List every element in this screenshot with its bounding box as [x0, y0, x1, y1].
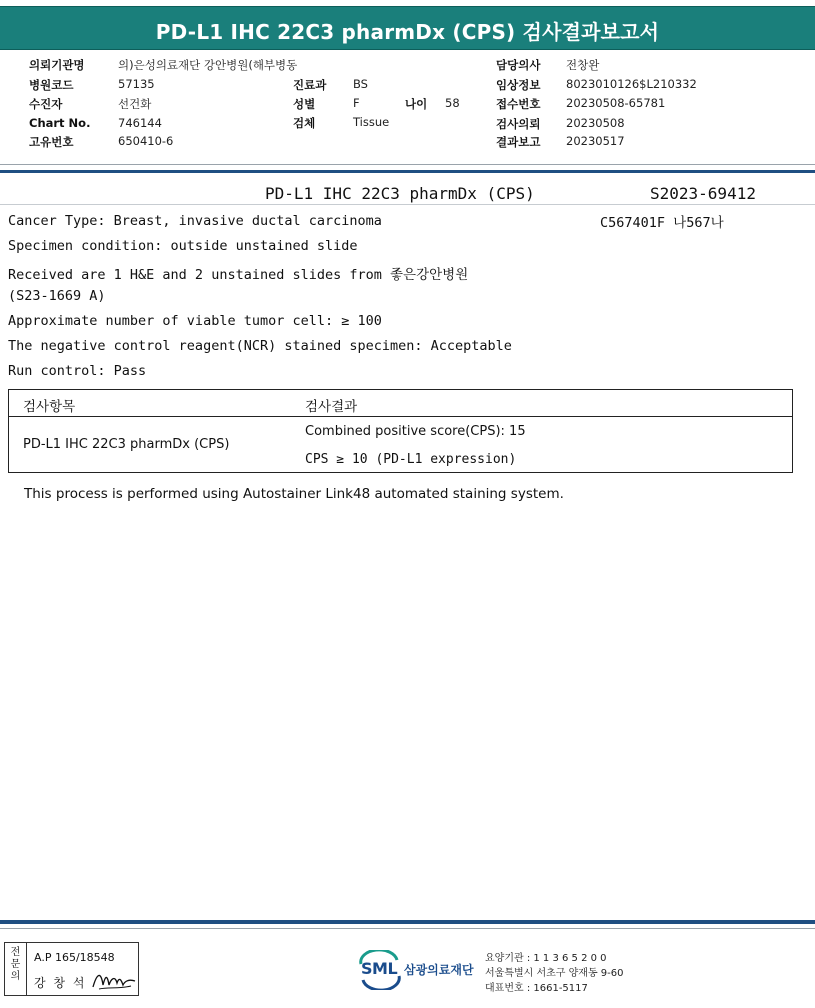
lab-phone: 대표번호 : 1661-5117	[485, 983, 588, 994]
receipt-no-label: 접수번호	[496, 97, 541, 111]
chart-no-value: 746144	[118, 116, 162, 130]
specialist-char: 전	[10, 947, 21, 958]
unique-no-value: 650410-6	[118, 134, 174, 148]
lab-address: 서울특별시 서초구 양재동 9-60	[485, 968, 624, 979]
cps-score: Combined positive score(CPS): 15	[305, 424, 526, 439]
lab-code: 요양기관 : 1 1 3 6 5 2 0 0	[485, 953, 607, 964]
specialist-label	[5, 943, 27, 995]
specialist-char: 의	[10, 971, 21, 982]
institution-value: 의)은성의료재단 강안병원(해부병동	[118, 58, 298, 72]
specimen-value: Tissue	[353, 115, 390, 129]
pathologist-signature-box	[4, 942, 139, 996]
report-title: PD-L1 IHC 22C3 pharmDx (CPS) 검사결과보고서	[155, 20, 660, 44]
age-label: 나이	[405, 97, 428, 111]
report-title-bar	[0, 6, 815, 50]
report-date-label: 결과보고	[496, 135, 541, 149]
report-line: Run control: Pass	[8, 363, 147, 379]
body-top-rule	[0, 170, 815, 173]
process-note: This process is performed using Autostainer Link48 automated staining system.	[24, 486, 564, 502]
age-value: 58	[445, 96, 460, 110]
cps-interpretation: CPS ≥ 10 (PD-L1 expression)	[305, 452, 517, 467]
dept-value: BS	[353, 77, 368, 91]
clinical-info-value: 8023010126$L210332	[566, 77, 697, 91]
report-number: S2023-69412	[650, 184, 756, 203]
sex-value: F	[353, 96, 360, 110]
body-sub-rule	[0, 204, 815, 205]
request-date-label: 검사의뢰	[496, 117, 541, 131]
request-date-value: 20230508	[566, 116, 625, 130]
clinical-info-label: 임상정보	[496, 78, 541, 92]
col-header-item: 검사항목	[23, 399, 76, 415]
report-line: Received are 1 H&E and 2 unstained slides from 좋은강안병원	[8, 267, 469, 283]
test-name-heading: PD-L1 IHC 22C3 pharmDx (CPS)	[265, 184, 535, 203]
report-line: The negative control reagent(NCR) stained specimen: Acceptable	[8, 338, 512, 354]
hospital-code-value: 57135	[118, 77, 155, 91]
result-table	[8, 389, 793, 473]
receipt-no-value: 20230508-65781	[566, 96, 666, 110]
block-id: C567401F 나567나	[600, 215, 724, 231]
header-divider	[0, 164, 815, 165]
footer-rule-thin	[0, 928, 815, 929]
signature-icon	[91, 967, 137, 993]
patient-label: 수진자	[29, 97, 63, 111]
doctor-value: 전창완	[566, 58, 600, 72]
chart-no-label: Chart No.	[29, 116, 91, 130]
patient-value: 선건화	[118, 97, 152, 111]
sml-logo-text: SML	[361, 959, 398, 978]
institution-label: 의뢰기관명	[29, 58, 85, 72]
hospital-code-label: 병원코드	[29, 78, 74, 92]
test-item: PD-L1 IHC 22C3 pharmDx (CPS)	[23, 437, 230, 452]
pathologist-name: 강 창 석	[34, 976, 87, 990]
sex-label: 성별	[293, 97, 316, 111]
sml-logo	[357, 950, 403, 994]
col-header-result: 검사결과	[305, 399, 358, 415]
report-date-value: 20230517	[566, 134, 625, 148]
report-line: Cancer Type: Breast, invasive ductal carcinoma	[8, 213, 382, 229]
unique-no-label: 고유번호	[29, 135, 74, 149]
footer-rule-thick	[0, 920, 815, 924]
report-line: Approximate number of viable tumor cell: ≥ 100	[8, 313, 382, 329]
report-line: Specimen condition: outside unstained slide	[8, 238, 358, 254]
specialist-char: 문	[10, 959, 21, 970]
report-line: (S23-1669 A)	[8, 288, 106, 304]
lab-contact-info	[485, 951, 624, 996]
ap-number: A.P 165/18548	[34, 951, 115, 964]
specimen-label: 검체	[293, 116, 316, 130]
org-name: 삼광의료재단	[404, 963, 474, 977]
doctor-label: 담당의사	[496, 58, 541, 72]
table-header-divider	[9, 416, 792, 417]
dept-label: 진료과	[293, 78, 327, 92]
